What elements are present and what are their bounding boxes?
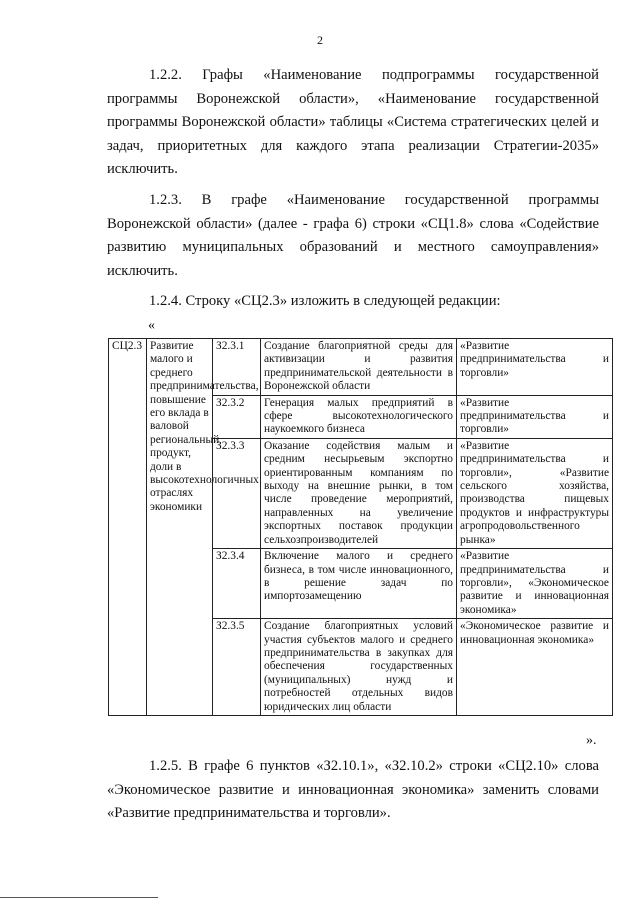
program-cell: «Развитие предпринимательства и торговли», «Экономическое развитие и инновационная экономика» bbox=[457, 549, 613, 619]
task-code-cell: З2.3.2 bbox=[213, 395, 261, 438]
page-number: 2 bbox=[317, 33, 323, 47]
program-cell: «Развитие предпринимательства и торговли», «Развитие сельского хозяйства, производства пищевых продуктов и инфраструктуры агропродовольственного рынка» bbox=[457, 438, 613, 548]
footer-rule bbox=[0, 897, 158, 898]
task-code-cell: З2.3.5 bbox=[213, 619, 261, 716]
task-description-cell: Создание благоприятных условий участия субъектов малого и среднего предпринимательства в закупках для обеспечения государственных (муниципальных) нужд и потребностей отдельных видов юридических лиц области bbox=[261, 619, 457, 716]
task-code-cell: З2.3.4 bbox=[213, 549, 261, 619]
task-description-cell: Включение малого и среднего бизнеса, в том числе инновационного, в решение задач по импортозамещению bbox=[261, 549, 457, 619]
opening-quote: « bbox=[148, 318, 155, 333]
task-code-cell: З2.3.3 bbox=[213, 438, 261, 548]
goals-table bbox=[108, 338, 613, 716]
paragraph-1-2-2: 1.2.2. Графы «Наименование подпрограммы государственной программы Воронежской области», «Наименование государственной программы Воронежской области» таблицы «Система стратегических целей и задач, приоритетных для каждого этапа реализации Стратегии-2035» исключить. bbox=[107, 67, 599, 178]
task-code-cell: З2.3.1 bbox=[213, 339, 261, 396]
task-description-cell: Оказание содействия малым и средним несырьевым экспортно ориентированным компаниям по выходу на внешние рынки, в том числе проведение мероприятий, направленных на увеличение экспортных поставок продукции сельхозпроизводителей bbox=[261, 438, 457, 548]
task-description-cell: Генерация малых предприятий в сфере высокотехнологического наукоемкого бизнеса bbox=[261, 395, 457, 438]
goal-code-cell: СЦ2.3 bbox=[109, 339, 147, 716]
program-cell: «Экономическое развитие и инновационная экономика» bbox=[457, 619, 613, 716]
paragraph-1-2-5: 1.2.5. В графе 6 пунктов «З2.10.1», «З2.10.2» строки «СЦ2.10» слова «Экономическое развитие и инновационная экономика» заменить словами «Развитие предпринимательства и торговли». bbox=[107, 758, 599, 822]
program-cell: «Развитие предпринимательства и торговли» bbox=[457, 339, 613, 396]
table-row bbox=[109, 339, 613, 396]
program-cell: «Развитие предпринимательства и торговли» bbox=[457, 395, 613, 438]
goal-description-cell: Развитие малого и среднего предпринимательства, повышение его вклада в валовой региональный продукт, доли в высокотехнологичных отраслях экономики bbox=[147, 339, 213, 716]
paragraph-1-2-4: 1.2.4. Строку «СЦ2.3» изложить в следующей редакции: bbox=[149, 293, 501, 309]
paragraph-1-2-3: 1.2.3. В графе «Наименование государственной программы Воронежской области» (далее - графа 6) строки «СЦ1.8» слова «Содействие развитию муниципальных образований и местного самоуправления» исключить. bbox=[107, 192, 599, 279]
closing-quote: ». bbox=[586, 733, 597, 748]
task-description-cell: Создание благоприятной среды для активизации и развития предпринимательской деятельности в Воронежской области bbox=[261, 339, 457, 396]
